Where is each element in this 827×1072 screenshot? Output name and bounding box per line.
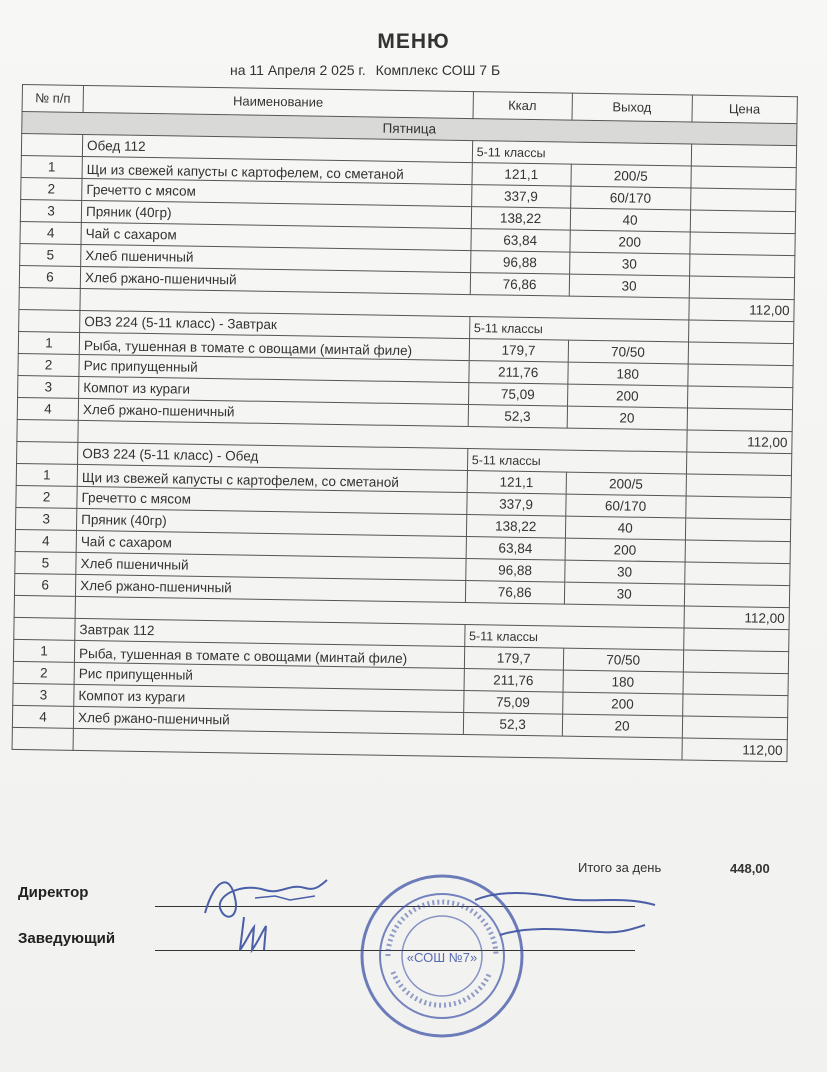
item-name: Компот из кураги	[74, 684, 464, 712]
item-output: 60/170	[565, 494, 685, 518]
item-price	[690, 188, 796, 212]
item-price	[690, 210, 796, 234]
item-name: Рыба, тушенная в томате с овощами (минтай филе)	[79, 332, 469, 360]
section-total: 112,00	[684, 606, 790, 630]
item-number: 4	[20, 221, 81, 244]
director-label: Директор	[18, 884, 89, 901]
item-output: 30	[564, 582, 684, 606]
item-name: Пряник (40гр)	[81, 200, 471, 228]
item-name: Хлеб ржано-пшеничный	[80, 266, 470, 294]
item-output: 180	[567, 362, 687, 386]
item-output: 20	[562, 714, 682, 738]
item-number: 2	[21, 177, 82, 200]
item-output: 70/50	[568, 340, 688, 364]
school-stamp	[358, 872, 526, 1040]
document-subtitle	[230, 62, 506, 78]
menu-table	[12, 84, 798, 762]
item-price	[688, 342, 794, 366]
item-name: Щи из свежей капусты с картофелем, со сметаной	[77, 464, 467, 492]
item-name: Хлеб пшеничный	[76, 552, 466, 580]
item-kcal: 121,1	[467, 471, 566, 495]
item-name: Чай с сахаром	[76, 530, 466, 558]
item-kcal: 76,86	[470, 273, 569, 297]
item-kcal: 76,86	[465, 581, 564, 605]
section-price-cell	[688, 320, 794, 344]
item-name: Хлеб ржано-пшеничный	[76, 574, 466, 602]
item-number: 1	[21, 155, 82, 178]
item-output: 60/170	[570, 186, 690, 210]
column-header-num: № п/п	[22, 85, 83, 113]
item-kcal: 179,7	[469, 339, 568, 363]
section-num-cell	[14, 617, 75, 640]
item-kcal: 211,76	[464, 669, 563, 693]
section-num-cell	[21, 134, 82, 157]
manager-label: Заведующий	[18, 930, 116, 947]
item-price	[682, 694, 788, 718]
item-output: 30	[569, 274, 689, 298]
item-kcal: 96,88	[465, 559, 564, 583]
item-output: 200	[562, 692, 682, 716]
item-output: 200/5	[566, 472, 686, 496]
item-kcal: 63,84	[466, 537, 565, 561]
section-num-cell	[19, 309, 80, 332]
menu-date: на 11 Апреля 2 025 г.	[230, 62, 366, 78]
item-price	[689, 276, 795, 300]
item-kcal: 211,76	[469, 361, 568, 385]
section-price-cell	[691, 144, 797, 168]
item-price	[687, 408, 793, 432]
item-output: 20	[567, 406, 687, 430]
item-price	[686, 474, 792, 498]
item-name: Рис припущенный	[74, 662, 464, 690]
column-header-output: Выход	[572, 93, 692, 122]
column-header-kcal: Ккал	[473, 92, 572, 121]
item-output: 200	[567, 384, 687, 408]
item-name: Компот из кураги	[79, 376, 469, 404]
section-group: 5-11 классы	[469, 317, 688, 342]
section-num-cell	[17, 441, 78, 464]
item-number: 3	[20, 199, 81, 222]
item-number: 1	[18, 331, 79, 354]
item-name: Пряник (40гр)	[77, 508, 467, 536]
item-output: 40	[570, 208, 690, 232]
item-number: 1	[16, 463, 77, 486]
total-empty-cell	[17, 419, 78, 442]
item-number: 3	[13, 683, 74, 706]
section-total: 112,00	[686, 430, 792, 454]
item-kcal: 75,09	[463, 691, 562, 715]
day-name: Пятница	[22, 112, 797, 146]
section-total: 112,00	[682, 738, 788, 762]
section-group: 5-11 классы	[472, 141, 691, 166]
item-name: Рыба, тушенная в томате с овощами (минтай филе)	[74, 640, 464, 668]
item-number: 4	[15, 529, 76, 552]
item-output: 200/5	[571, 164, 691, 188]
item-number: 1	[13, 639, 74, 662]
item-price	[687, 364, 793, 388]
item-price	[683, 650, 789, 674]
item-price	[683, 672, 789, 696]
item-kcal: 96,88	[470, 251, 569, 275]
section-total: 112,00	[689, 298, 795, 322]
item-number: 3	[18, 375, 79, 398]
day-total-value: 448,00	[730, 861, 770, 876]
item-kcal: 52,3	[463, 713, 562, 737]
svg-text:«СОШ №7»: «СОШ №7»	[406, 950, 478, 965]
item-price	[690, 232, 796, 256]
item-price	[684, 562, 790, 586]
item-name: Щи из свежей капусты с картофелем, со сметаной	[82, 156, 472, 184]
item-number: 5	[15, 551, 76, 574]
item-output: 180	[563, 670, 683, 694]
item-price	[684, 584, 790, 608]
item-number: 6	[14, 573, 75, 596]
item-number: 6	[19, 265, 80, 288]
item-kcal: 63,84	[471, 229, 570, 253]
item-price	[689, 254, 795, 278]
section-title: ОВЗ 224 (5-11 класс) - Обед	[78, 442, 468, 470]
item-kcal: 75,09	[468, 383, 567, 407]
section-price-cell	[686, 452, 792, 476]
column-header-price: Цена	[692, 95, 798, 124]
total-empty-cell	[19, 287, 80, 310]
column-header-name: Наименование	[83, 85, 473, 118]
item-number: 4	[12, 705, 73, 728]
section-title: Обед 112	[82, 134, 472, 162]
item-output: 40	[565, 516, 685, 540]
item-name: Рис припущенный	[79, 354, 469, 382]
item-kcal: 121,1	[472, 163, 571, 187]
manager-signature	[232, 912, 282, 957]
section-group: 5-11 классы	[467, 449, 686, 474]
item-output: 200	[565, 538, 685, 562]
item-kcal: 337,9	[471, 185, 570, 209]
day-total-label: Итого за день	[578, 860, 662, 875]
item-kcal: 52,3	[468, 405, 567, 429]
item-number: 2	[16, 485, 77, 508]
item-kcal: 179,7	[464, 647, 563, 671]
total-empty-cell	[12, 727, 73, 750]
item-kcal: 138,22	[471, 207, 570, 231]
item-output: 200	[570, 230, 690, 254]
item-price	[685, 540, 791, 564]
item-output: 70/50	[563, 648, 683, 672]
item-price	[685, 518, 791, 542]
item-kcal: 138,22	[466, 515, 565, 539]
item-name: Хлеб пшеничный	[81, 244, 471, 272]
item-name: Гречетто с мясом	[82, 178, 472, 206]
item-name: Хлеб ржано-пшеничный	[73, 706, 463, 734]
item-number: 2	[18, 353, 79, 376]
total-empty-cell	[14, 595, 75, 618]
section-title: ОВЗ 224 (5-11 класс) - Завтрак	[80, 310, 470, 338]
section-group: 5-11 классы	[464, 625, 683, 650]
item-number: 4	[17, 397, 78, 420]
item-number: 2	[13, 661, 74, 684]
section-price-cell	[683, 628, 789, 652]
item-price	[682, 716, 788, 740]
item-number: 3	[16, 507, 77, 530]
item-name: Гречетто с мясом	[77, 486, 467, 514]
item-output: 30	[564, 560, 684, 584]
section-title: Завтрак 112	[75, 618, 465, 646]
item-price	[691, 166, 797, 190]
item-price	[685, 496, 791, 520]
item-name: Хлеб ржано-пшеничный	[78, 398, 468, 426]
item-kcal: 337,9	[466, 493, 565, 517]
item-name: Чай с сахаром	[81, 222, 471, 250]
item-output: 30	[569, 252, 689, 276]
menu-complex: Комплекс СОШ 7 Б	[375, 62, 501, 78]
document-title: МЕНЮ	[377, 30, 450, 53]
item-number: 5	[20, 243, 81, 266]
item-price	[687, 386, 793, 410]
